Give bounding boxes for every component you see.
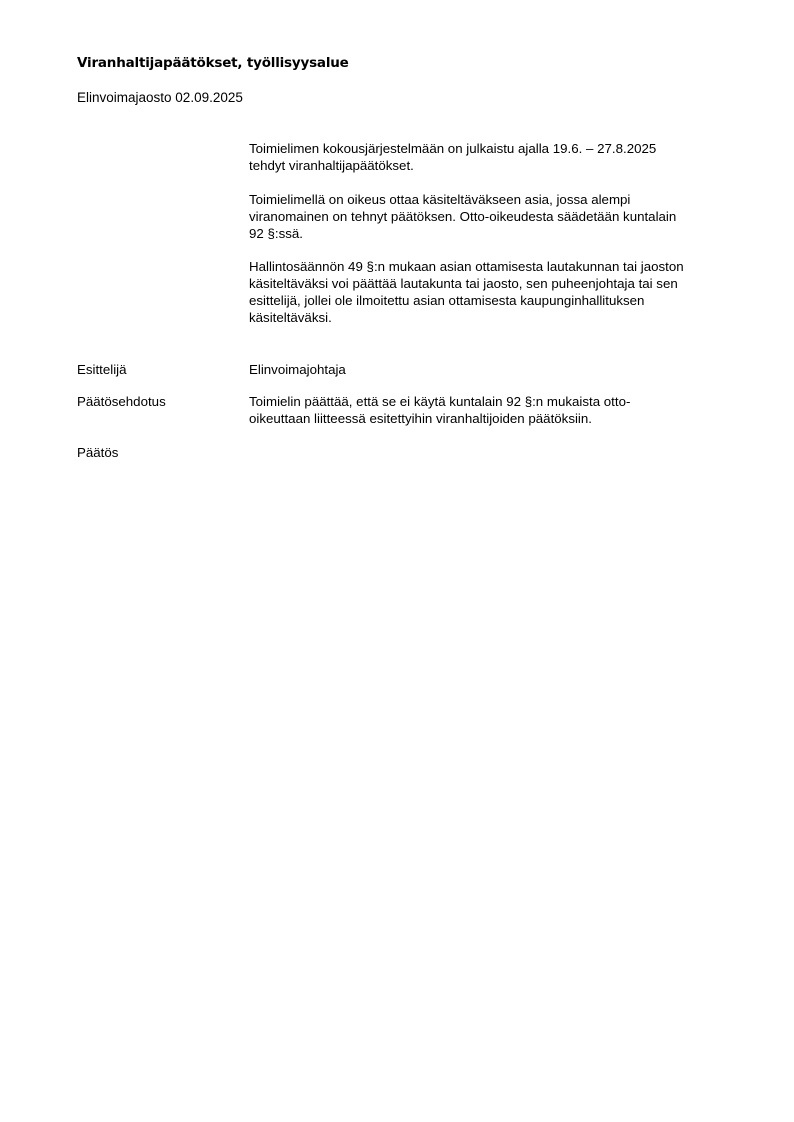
presenter-value: Elinvoimajohtaja xyxy=(249,362,346,377)
text-line: esittelijä, jollei ole ilmoitettu asian ottamisesta kaupunginhallituksen xyxy=(249,293,645,308)
decision-label: Päätös xyxy=(77,445,119,460)
text-line: käsiteltäväksi. xyxy=(249,310,332,325)
proposal-value xyxy=(249,393,719,427)
paragraph-publication xyxy=(249,140,739,174)
text-line: Toimielin päättää, että se ei käytä kuntalain 92 §:n mukaista otto- xyxy=(249,394,631,409)
text-line: tehdyt viranhaltijapäätökset. xyxy=(249,158,414,173)
text-line: viranomainen on tehnyt päätöksen. Otto-oikeudesta säädetään kuntalain xyxy=(249,209,677,224)
text-line: oikeuttaan liitteessä esitettyihin viranhaltijoiden päätöksiin. xyxy=(249,411,592,426)
text-line: 92 §:ssä. xyxy=(249,226,303,241)
presenter-label: Esittelijä xyxy=(77,362,127,377)
text-line: käsiteltäväksi voi päättää lautakunta tai jaosto, sen puheenjohtaja tai sen xyxy=(249,276,678,291)
text-line: Toimielimellä on oikeus ottaa käsiteltäväkseen asia, jossa alempi xyxy=(249,192,631,207)
meeting-info: Elinvoimajaosto 02.09.2025 xyxy=(77,90,243,105)
text-line: Toimielimen kokousjärjestelmään on julkaistu ajalla 19.6. – 27.8.2025 xyxy=(249,141,657,156)
proposal-label: Päätösehdotus xyxy=(77,394,166,409)
paragraph-otto-right xyxy=(249,191,739,242)
document-title: Viranhaltijapäätökset, työllisyysalue xyxy=(77,55,349,71)
text-line: Hallintosäännön 49 §:n mukaan asian ottamisesta lautakunnan tai jaoston xyxy=(249,259,684,274)
paragraph-admin-rule xyxy=(249,258,739,326)
